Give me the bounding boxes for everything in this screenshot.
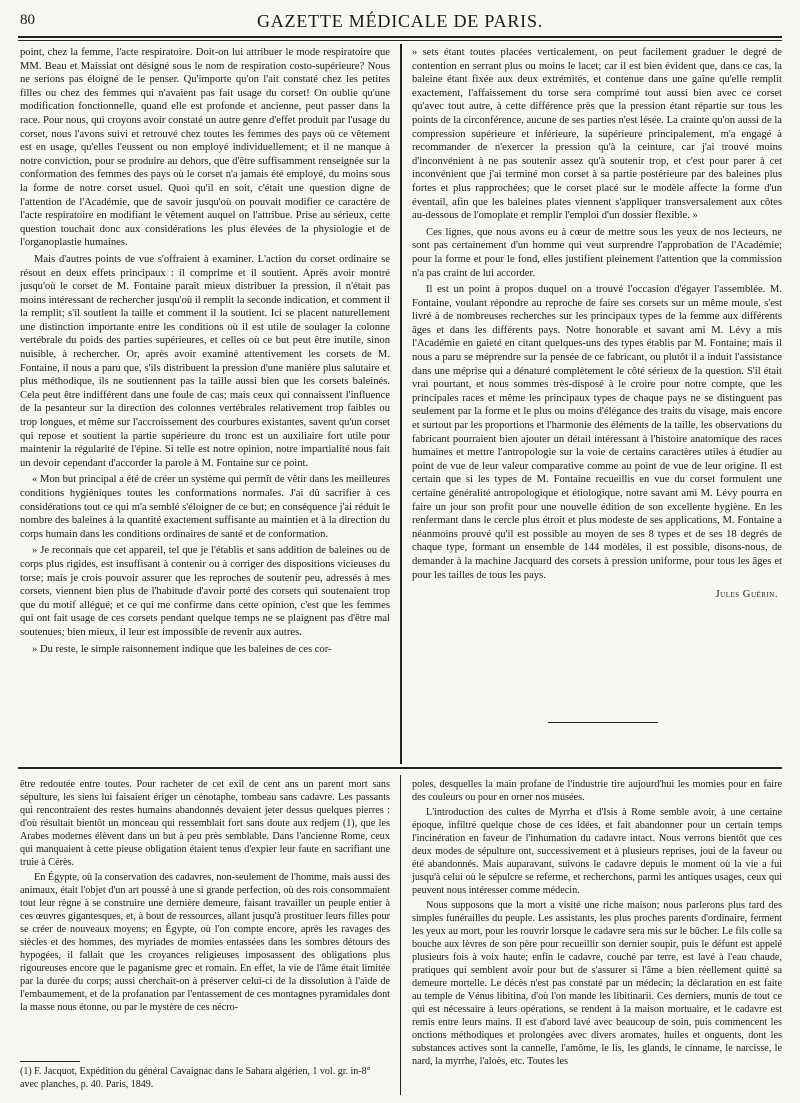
feuilleton-rule: [18, 767, 782, 769]
feuilleton-paragraph: poles, desquelles la main profane de l'industrie tire aujourd'hui les momies pour en faire des couleurs ou pour en orner nos musées.: [412, 779, 782, 803]
feuilleton-column-divider: [400, 775, 401, 1095]
article-right-column: [412, 46, 782, 602]
section-end-rule: [548, 722, 658, 723]
article-paragraph: point, chez la femme, l'acte respiratoire. Doit-on lui attribuer le mode respiratoire que MM. Beau et Maissiat ont désigné sous le nom de respiration costo-supérieure? Nous ne serions pas éloigné de le penser. Qu'importe qu'on l'ait constaté chez les petites filles ou chez des femmes qui n'avaient pas fait usage du corset! On oublie qu'une modification fonctionnelle, quand elle est profonde et ancienne, peut passer dans la race. Pour nous, qui croyons avoir constaté un autre genre d'effet produit par l'usage du corset, nous l'avons suivi et retrouvé chez toutes les femmes des pays où ce vêtement est en usage, qu'elles l'eussent ou non employé individuellement; et il ne manque à notre conviction, pour se produire au dehors, que d'être suffisamment renseignée sur la conformation des femmes des pays où le corset n'a jamais été employé, du moins sous la forme de notre corset usuel. Quoi qu'il en soit, c'était une question digne de l'attention de l'Académie, que de savoir jusqu'où on pouvait modifier ce caractère de l'acte respiratoire en modifiant le vêtement auquel on l'attribue. Prise au sérieux, cette question touchait donc aux considérations les plus élevées de la physiologie et de l'organoplastie humaines.: [20, 47, 390, 249]
feuilleton-paragraph: L'introduction des cultes de Myrrha et d'Isis à Rome semble avoir, à une certaine époque, infiltré quelque chose de ces idées, et fait abandonner pour un certain temps l'incinération en faveur de l'inhumation du cadavre intact. Nous verrons bientôt que ces deux modes de sépulture ont, successivement et à plusieurs reprises, joui de la faveur ou été abandonnés. Mais auparavant, suivons le cadavre depuis le moment où la vie a fui jusqu'à celui où le sépulcre se referme, et recherchons, parmi les antiques usages, ceux qui peuvent nous intéresser comme médecin.: [412, 807, 782, 896]
article-paragraph: Il est un point à propos duquel on a trouvé l'occasion d'égayer l'assemblée. M. Fontaine, voulant répondre au reproche de faire ses corsets sur un même moule, s'est livré à de nombreuses recherches sur les principaux types de la femme aux différents âges et dans les différents pays. Notre honorable et savant ami M. Lévy a mis l'Académie en gaieté en citant quelques-uns des types établis par M. Fontaine; mais il nous a paru se méprendre sur la pensée de ce fabricant, ou plutôt il a induit l'assistance dans une méprise qui a dénaturé complètement le côté sérieux de la question. S'il était vrai pourtant, et nous sommes très-disposé à le croire pour notre compte, que les principales races et même les principaux types de chaque pays ne se distinguent pas seulement par la forme et le plus ou moins d'élégance des traits du visage, mais encore et surtout par les proportions et l'harmonie des éléments de la taille, les observations du fabricant pourraient bien ajouter un détail intéressant à l'histoire anatomique des races humaines et mettre l'antropologie sur la voie de certains caractères utiles à étudier au point de vue de leur valeur comparative comme au point de vue de leur origine. Il est certain que si les types de M. Fontaine recueillis en vue du corset formulent une certaine généralité antropologique et étiologique, notre savant ami M. Lévy pourra en faire un jour son profit pour une nouvelle édition de son excellente hygiène. En les renfermant dans le cercle plus étroit et plus modeste de ses applications, M. Fontaine a néanmoins prouvé qu'il est possible au moyen de ses 8 types et de ses 18 degrés de chaque type, formant un ensemble de 144 modèles, il est possible, disons-nous, de demander à la machine Jacquard des corsets à pression uniforme, pour tous les âges et pour les tailles de tous les pays.: [412, 284, 782, 581]
author-signature: Jules Guérin.: [715, 589, 778, 601]
footnote-rule: [20, 1061, 80, 1062]
quoted-paragraph: » Je reconnais que cet appareil, tel que je l'établis et sans addition de baleines ou de corps plus rigides, est insuffisant à contenir ou à corriger des dispositions vicieuses du torse; mais je crois pouvoir assurer que les reproches de soutenir peu, adressés à mes corsets, viennent bien plus de l'habitude d'avoir porté des corsets qui soutenaient trop que du motif allégué; et ce qui me confirme dans cette opinion, c'est que les femmes qui ont fait usage de ces corsets pendant quelque temps ne se plaignent pas d'être mal soutenues; bien mieux, il leur est impossible de revenir aux autres.: [20, 545, 390, 638]
feuilleton-paragraph: être redoutée entre toutes. Pour racheter de cet exil de cent ans un parent mort sans sépulture, les siens lui faisaient ériger un cénotaphe, tombeau sans cadavre. Les passants qui rencontraient des restes humains abandonnés devaient jeter dessus quelques pierres : d'où résultait bientôt un monceau qui ressemblait fort sans doute aux redjem (1), que les Arabes modernes élèvent dans un but à peu près semblable. Dans l'ancienne Rome, ceux qui manquaient à cette pieuse obligation étaient tenus d'expier leur faute en sacrifiant une truie à Cérès.: [20, 779, 390, 868]
column-divider: [400, 44, 402, 764]
running-title: GAZETTE MÉDICALE DE PARIS.: [256, 11, 544, 31]
page-header: [0, 0, 800, 40]
article-paragraph: Ces lignes, que nous avons eu à cœur de mettre sous les yeux de nos lecteurs, ne sont pas certainement d'un homme qui veut surprendre l'approbation de l'Académie; pour la forme et pour le fond, elles justifient pleinement l'attention que la commission n'a pas craint de lui accorder.: [412, 226, 782, 279]
footnote: (1) F. Jacquot, Expédition du général Cavaignac dans le Sahara algérien, 1 vol. gr. in-8° avec planches, p. 40. Paris, 1849.: [20, 1066, 371, 1090]
feuilleton-left-column: [20, 778, 390, 1016]
page-number: 80: [20, 12, 35, 28]
header-rule: [18, 36, 782, 41]
feuilleton-paragraph: En Égypte, où la conservation des cadavres, non-seulement de l'homme, mais aussi des animaux, était l'objet d'un art poussé à une si grande perfection, où des rois consommaient tout leur règne à se construire une dernière demeure, faisant travailler un peuple entier à ces œuvres gigantesques, et, à bout de ressources, allant jusqu'à prostituer leurs filles pour se créer de nouveaux moyens; en Égypte, où l'on compte encore, après les ravages des siècles et des hommes, des myriades de momies entassées dans les sombres détours des hypogées, il fallait que les croyances religieuses imposassent des obligations plus rigoureuses encore que le paganisme grec et romain. En effet, la vie de l'âme était limitée par la durée du corps; aussi cherchait-on à préserver celui-ci de la dissolution à l'aide de l'embaumement, et de la profanation par l'entassement de ces montagnes pyramidales dont la masse nous étonne, ou par le mystère de ces nécro-: [20, 872, 390, 1013]
quoted-paragraph: » sets étant toutes placées verticalement, on peut facilement graduer le degré de contention en serrant plus ou moins le lacet; car il est bien évident que, dans ce cas, la baleine étant fixée aux deux extrémités, et contenue dans une gaîne qu'elle remplit exactement, l'affaissement du torse sera comprimé tout aussi bien avec ce corset qu'avec tout autre, à cette différence près que la pression étant répartie sur tous les points de la circonférence, aucune de ses parties n'est lésée. La crainte qu'on aussi de la compression supérieure et inférieure, la supérieure principalement, m'a engagé à recommander de n'exercer la pression qu'à la ceinture, car j'ai trouvé moins d'inconvénient à ne pas soutenir assez qu'à soutenir trop, et c'est pour parer à cet inconvénient que j'ai terminé mon corset à sa partie postérieure par des baleines plus fortes et plus rapprochées; que le corset placé sur le modèle affecte la forme d'un éventail, afin que les baleines plates viennent s'appliquer transversalement aux côtes au-dessous de l'omoplate et remplir l'emploi d'un dossier flexible. »: [412, 47, 782, 222]
quoted-paragraph: » Du reste, le simple raisonnement indique que les baleines de ces cor-: [32, 643, 332, 655]
quoted-paragraph: « Mon but principal a été de créer un système qui permît de vêtir dans les meilleures conditions hygiéniques toutes les conformations normales. J'ai dû sacrifier à ces considérations tout ce qui m'a semblé s'éloigner de ce but; en conséquence j'ai réduit le nombre des baleines à la quantité exactement suffisante au maintien et à la direction du corps humain dans les conditions ordinaires de santé et de conformation.: [20, 474, 390, 540]
article-left-column: [20, 46, 390, 659]
article-paragraph: Mais d'autres points de vue s'offraient à examiner. L'action du corset ordinaire se résout en deux effets principaux : il comprime et il soutient. Après avoir montré jusqu'où le corset de M. Fontaine paraît mieux distribuer la pression, il n'était pas moins intéressant de rechercher jusqu'où il remplit la seconde indication, et comment il la remplit; s'il soutient la taille et comment il la soutient. Ici se placent naturellement une distinction importante entre les conditions où il est utile de soulager la colonne vertébrale du poids des parties supérieures, et celles où ce but peut être inutile, sinon nuisible, à rechercher. Or, après avoir examiné attentivement les corsets de M. Fontaine, il nous a paru que, s'ils distribuent la pression d'une manière plus salutaire et plus méthodique, ils ne soutiennent pas la taille aussi bien que les corsets baleinés. Cela peut être indifférent dans une foule de cas; mais ceux qui connaissent l'influence de la pesanteur sur la direction des colonnes vertébrales relativement trop faibles ou trop longues, et même sur l'accroissement des courbures existantes, savent qu'un corset qui repose et soutient la partie supérieure du tronc est un auxiliaire fort utile pour maintenir la régularité de l'épine. Si telle est notre opinion, notre impartialité nous fait un devoir cependant d'accorder la parole à M. Fontaine sur ce point.: [20, 253, 390, 469]
feuilleton-paragraph: Nous supposons que la mort a visité une riche maison; nous parlerons plus tard des simples funérailles du peuple. Les assistants, les plus proches parents d'ordinaire, ferment les yeux au mort, pour les rouvrir lorsque le cadavre sera mis sur le bûcher. Le fils colle sa bouche aux lèvres de son père pour recueillir son dernier soupir, puis le défunt est appelé plusieurs fois à voix haute; enfin le cadavre, couché par terre, est lavé à l'eau chaude, pratiques qui semblent avoir pour but de s'assurer si l'âme a bien réellement quitté sa demeure mortelle. Le décès n'est pas constaté par un médecin; la déclaration en est faite au temple de Vénus libitina, d'où l'on mande les libitinarii. Ces derniers, munis de tout ce qui est nécessaire à leurs opérations, se rendent à la maison mortuaire, et le cadavre est remis entre leurs mains. Il est d'abord lavé avec beaucoup de soin, puis commencent les onctions méthodiques et prolongées avec divers aromates, huiles et onguents, dont les substances actives sont la cannelle, l'amôme, le lis, les glands, le cinname, le narcisse, le nard, la myrrhe, l'aloès, etc. Toutes les: [412, 900, 782, 1067]
feuilleton-right-column: [412, 778, 782, 1070]
